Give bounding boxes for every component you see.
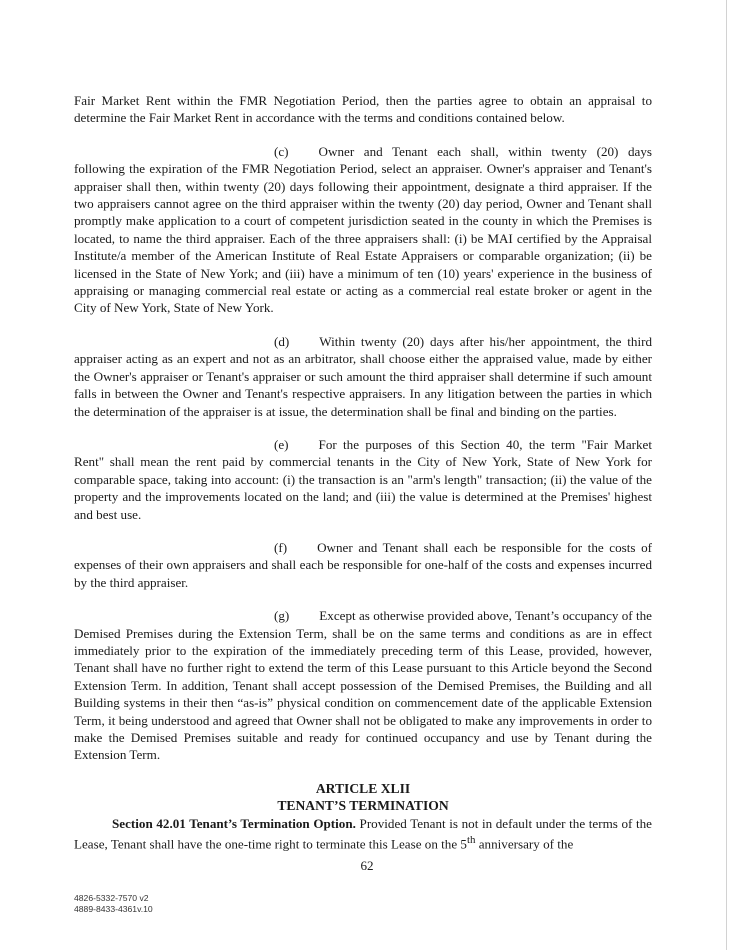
paragraph-label: (e) bbox=[274, 436, 289, 452]
paragraph-text: Except as otherwise provided above, Tenant’s occupancy of the Demised Premises during the Extension Term, shall be on the same terms and conditions as are in effect immediately prior to the expiration of the immediately preceding term of this Lease, provided, however, Tenant shall have no further right to extend the term of this Lease pursuant to this Article beyond the Second Extension Term. In addition, Tenant shall accept possession of the Demised Premises, the Building and all Building systems in their then “as-is” physical condition on commencement date of the applicable Extension Term, it being understood and agreed that Owner shall not be obligated to make any improvements in order to make the Demised Premises suitable and ready for continued occupancy and use by Tenant during the Extension Term. bbox=[74, 608, 652, 763]
article-heading bbox=[74, 780, 652, 815]
paragraph-f bbox=[74, 539, 652, 591]
paragraph-text: Within twenty (20) days after his/her appointment, the third appraiser acting as an expert and not as an arbitrator, shall choose either the appraised value, made by either the Owner's appraiser or Tenant's appraiser or such amount the third appraiser shall determine if such amount falls in between the Owner and Tenant's respective appraisers. In any litigation between the parties in which the determination of the appraiser is at issue, the determination shall be final and binding on the parties. bbox=[74, 333, 652, 419]
article-title: TENANT’S TERMINATION bbox=[277, 798, 449, 814]
paragraph-c bbox=[74, 143, 652, 317]
paragraph-text: Owner and Tenant shall each be responsible for the costs of expenses of their own appraisers and shall each be responsible for one-half of the costs and expenses incurred by the third appraiser. bbox=[74, 539, 652, 590]
ordinal-suffix: th bbox=[466, 834, 476, 847]
paragraph-e bbox=[74, 436, 652, 523]
paragraph-label: (c) bbox=[274, 143, 289, 159]
paragraph-d bbox=[74, 333, 652, 420]
paragraph-label: (g) bbox=[274, 608, 290, 624]
page-number: 62 bbox=[360, 858, 374, 873]
paragraph-g bbox=[74, 607, 652, 764]
document-body bbox=[74, 92, 652, 869]
section-42-01 bbox=[74, 815, 652, 853]
section-text-end: anniversary of the bbox=[475, 836, 574, 852]
document-id: 4826-5332-7570 v2 bbox=[74, 893, 149, 903]
paragraph-text: For the purposes of this Section 40, the term "Fair Market Rent" shall mean the rent paid by commercial tenants in the City of New York, State of New York for comparable space, taking into account: (i) the transaction is an "arm's length" transaction; (ii) the value of the property and the improvements located on the land; and (iii) the value is determined at the Premises' highest and best use. bbox=[74, 436, 652, 522]
section-text: Provided Tenant is not in default under the terms of the Lease, Tenant shall have the one-time right to terminate this Lease on the 5 bbox=[74, 815, 652, 852]
article-number: ARTICLE XLII bbox=[315, 780, 411, 796]
section-title: Section 42.01 Tenant’s Termination Option. bbox=[112, 815, 356, 831]
paragraph-label: (d) bbox=[274, 333, 290, 349]
paragraph-label: (f) bbox=[274, 539, 288, 555]
paragraph-text: Owner and Tenant each shall, within twenty (20) days following the expiration of the FMR Negotiation Period, select an appraiser. Owner's appraiser and Tenant's appraiser shall then, within twenty (20) days following their appointment, designate a third appraiser. If the two appraisers cannot agree on the third appraiser within the twenty (20) day period, Owner and Tenant shall promptly make application to a court of competent jurisdiction seated in the county in which the Premises is located, to name the third appraiser. Each of the three appraisers shall: (i) be MAI certified by the Appraisal Institute/a member of the American Institute of Real Estate Appraisers or comparable organization; (ii) be licensed in the State of New York; and (iii) have a minimum of ten (10) years' experience in the business of appraising or managing commercial real estate or acting as a commercial real estate broker or agent in the City of New York, State of New York. bbox=[74, 143, 652, 316]
document-id-footer bbox=[74, 893, 153, 915]
intro-paragraph: Fair Market Rent within the FMR Negotiation Period, then the parties agree to obtain an appraisal to determine the Fair Market Rent in accordance with the terms and conditions contained below. bbox=[74, 93, 652, 126]
page-edge-line bbox=[726, 0, 727, 950]
document-id: 4889-8433-4361v.10 bbox=[74, 904, 153, 914]
